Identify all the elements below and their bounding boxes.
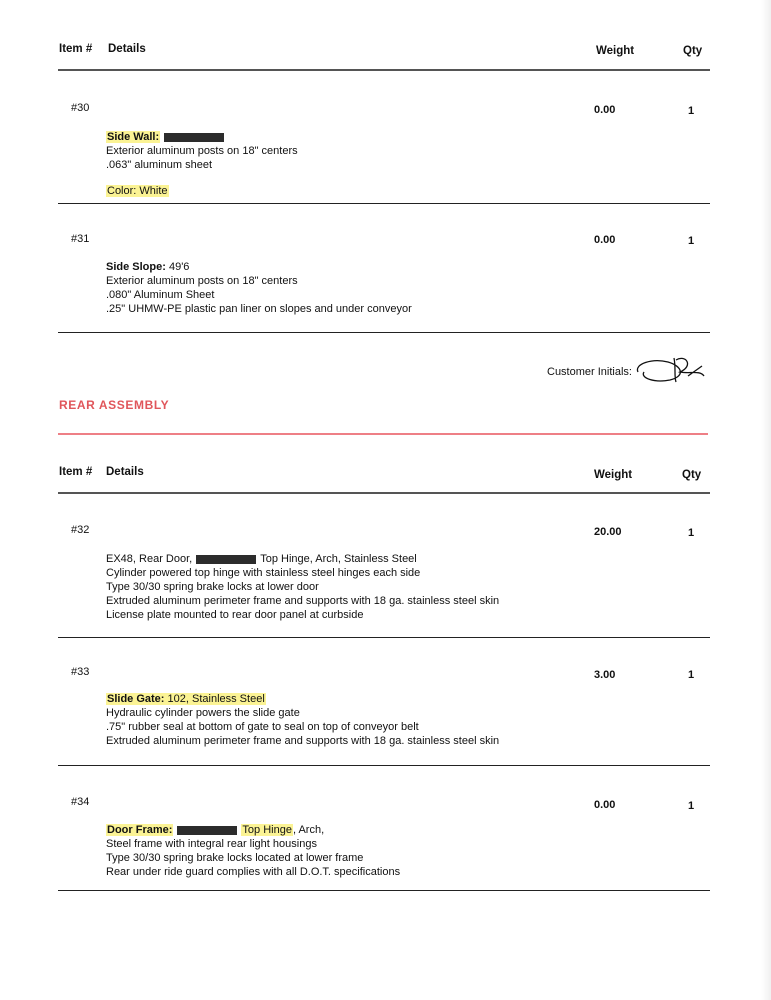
column-header-weight: Weight (594, 469, 633, 481)
item-weight: 0.00 (594, 234, 616, 246)
detail-line: .063" aluminum sheet (106, 159, 213, 171)
item-title-value: 102, Stainless Steel (167, 693, 265, 705)
item-details (106, 823, 666, 879)
item-title: Door Frame: (107, 824, 173, 836)
customer-initials-label: Customer Initials: (547, 366, 632, 378)
column-header-qty: Qty (682, 469, 702, 481)
column-header-item: Item # (59, 466, 93, 478)
row-divider (58, 332, 710, 333)
item-title-value: 49'6 (168, 261, 190, 273)
detail-line: Exterior aluminum posts on 18" centers (106, 145, 298, 157)
item-first-line-b: Top Hinge, Arch, Stainless Steel (260, 553, 417, 565)
row-divider (58, 637, 710, 638)
item-number: #30 (71, 102, 90, 114)
column-header-item: Item # (59, 43, 93, 55)
detail-line: Type 30/30 spring brake locks at lower door (106, 581, 319, 593)
detail-line: Extruded aluminum perimeter frame and supports with 18 ga. stainless steel skin (106, 595, 500, 607)
item-details (106, 130, 666, 198)
item-weight: 20.00 (594, 526, 622, 538)
detail-line: Type 30/30 spring brake locks located at lower frame (106, 852, 364, 864)
item-details (106, 692, 666, 748)
column-header-details: Details (106, 466, 144, 478)
item-number: #31 (71, 233, 90, 245)
detail-line: License plate mounted to rear door panel at curbside (106, 609, 364, 621)
item-title-rest: , Arch, (292, 824, 325, 836)
row-divider (58, 203, 710, 204)
item-qty: 1 (688, 800, 695, 812)
item-qty: 1 (688, 235, 695, 247)
column-header-weight: Weight (596, 45, 635, 57)
scan-edge-shade (761, 0, 771, 1000)
item-title: Side Slope: (106, 261, 166, 273)
section-divider (58, 433, 708, 435)
item-qty: 1 (688, 669, 695, 681)
item-number: #34 (71, 796, 90, 808)
redaction-block (196, 555, 256, 564)
item-title: Side Wall: (107, 131, 160, 143)
item-title: Slide Gate: (107, 693, 165, 705)
item-weight: 0.00 (594, 104, 616, 116)
detail-line: .25" UHMW-PE plastic pan liner on slopes and under conveyor (106, 303, 412, 315)
detail-line: Rear under ride guard complies with all D.O.T. specifications (106, 866, 401, 878)
item-first-line-a: EX48, Rear Door, (106, 553, 193, 565)
item-weight: 0.00 (594, 799, 616, 811)
item-details (106, 552, 666, 622)
item-qty: 1 (688, 105, 695, 117)
detail-line: Steel frame with integral rear light housings (106, 838, 317, 850)
detail-line: Cylinder powered top hinge with stainless steel hinges each side (106, 567, 421, 579)
item-highlight-value: Top Hinge (242, 824, 292, 836)
item-color: Color: White (107, 185, 168, 197)
item-weight: 3.00 (594, 669, 616, 681)
detail-line: .080" Aluminum Sheet (106, 289, 215, 301)
detail-line: .75" rubber seal at bottom of gate to seal on top of conveyor belt (106, 721, 419, 733)
row-divider (58, 890, 710, 891)
redaction-block (164, 133, 224, 142)
column-header-qty: Qty (683, 45, 703, 57)
detail-line: Hydraulic cylinder powers the slide gate (106, 707, 300, 719)
initials-signature (630, 350, 710, 386)
item-qty: 1 (688, 527, 695, 539)
column-header-details: Details (108, 43, 146, 55)
row-divider (58, 765, 710, 766)
item-number: #32 (71, 524, 90, 536)
section-title: REAR ASSEMBLY (59, 398, 170, 412)
item-details (106, 260, 666, 316)
redaction-block (177, 826, 237, 835)
header-divider (58, 69, 710, 71)
item-number: #33 (71, 666, 90, 678)
detail-line: Extruded aluminum perimeter frame and supports with 18 ga. stainless steel skin (106, 735, 500, 747)
detail-line: Exterior aluminum posts on 18" centers (106, 275, 298, 287)
header-divider (58, 492, 710, 494)
